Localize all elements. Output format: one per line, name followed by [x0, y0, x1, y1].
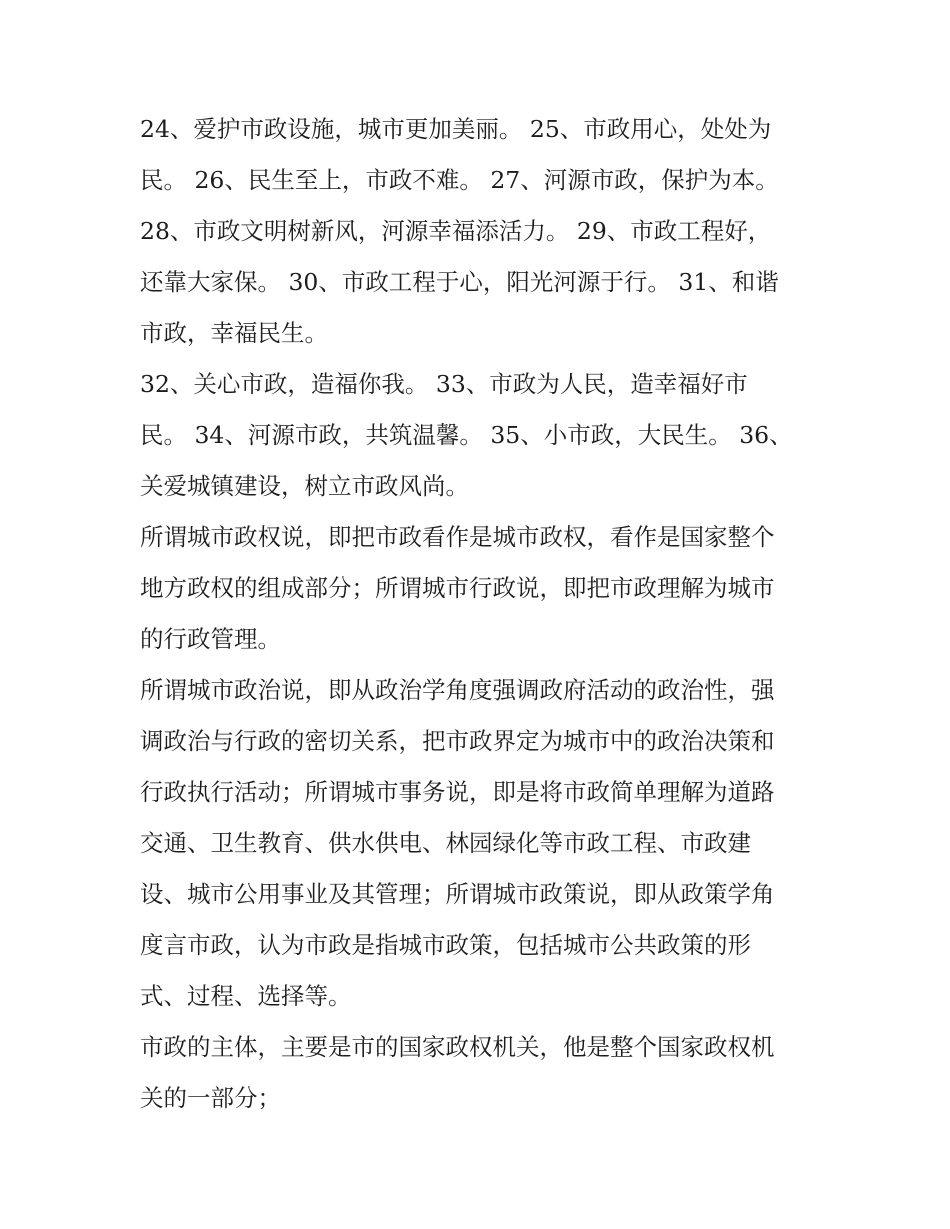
text-line: 市政的主体，主要是市的国家政权机关，他是整个国家政权机 [140, 1033, 775, 1061]
text-line: 调政治与行政的密切关系，把市政界定为城市中的政治决策和 [140, 727, 775, 755]
text-line: 度言市政，认为市政是指城市政策，包括城市公共政策的形 [140, 931, 751, 959]
text-line: 的行政管理。 [140, 625, 281, 653]
text-line: 地方政权的组成部分；所谓城市行政说，即把市政理解为城市 [140, 574, 775, 602]
text-line: 民。 34、河源市政，共筑温馨。 35、小市政，大民生。 36、 [140, 421, 793, 449]
document-body [140, 104, 815, 1124]
text-line: 32、关心市政，造福你我。 33、市政为人民，造幸福好市 [140, 370, 748, 398]
text-line: 交通、卫生教育、供水供电、林园绿化等市政工程、市政建 [140, 829, 751, 857]
text-line: 所谓城市政权说，即把市政看作是城市政权，看作是国家整个 [140, 523, 775, 551]
text-line: 关的一部分； [140, 1084, 281, 1112]
text-line: 24、爱护市政设施，城市更加美丽。 25、市政用心，处处为 [140, 115, 772, 143]
text-line: 还靠大家保。 30、市政工程于心，阳光河源于行。 31、和谐 [140, 268, 779, 296]
text-line: 所谓城市政治说，即从政治学角度强调政府活动的政治性，强 [140, 676, 775, 704]
text-line: 民。 26、民生至上，市政不难。 27、河源市政，保护为本。 [140, 166, 779, 194]
text-line: 设、城市公用事业及其管理；所谓城市政策说，即从政策学角 [140, 880, 775, 908]
text-line: 市政，幸福民生。 [140, 319, 328, 347]
text-line: 28、市政文明树新风，河源幸福添活力。 29、市政工程好， [140, 217, 772, 245]
text-line: 关爱城镇建设，树立市政风尚。 [140, 472, 469, 500]
text-line: 行政执行活动；所谓城市事务说，即是将市政简单理解为道路 [140, 778, 775, 806]
text-line: 式、过程、选择等。 [140, 982, 352, 1010]
